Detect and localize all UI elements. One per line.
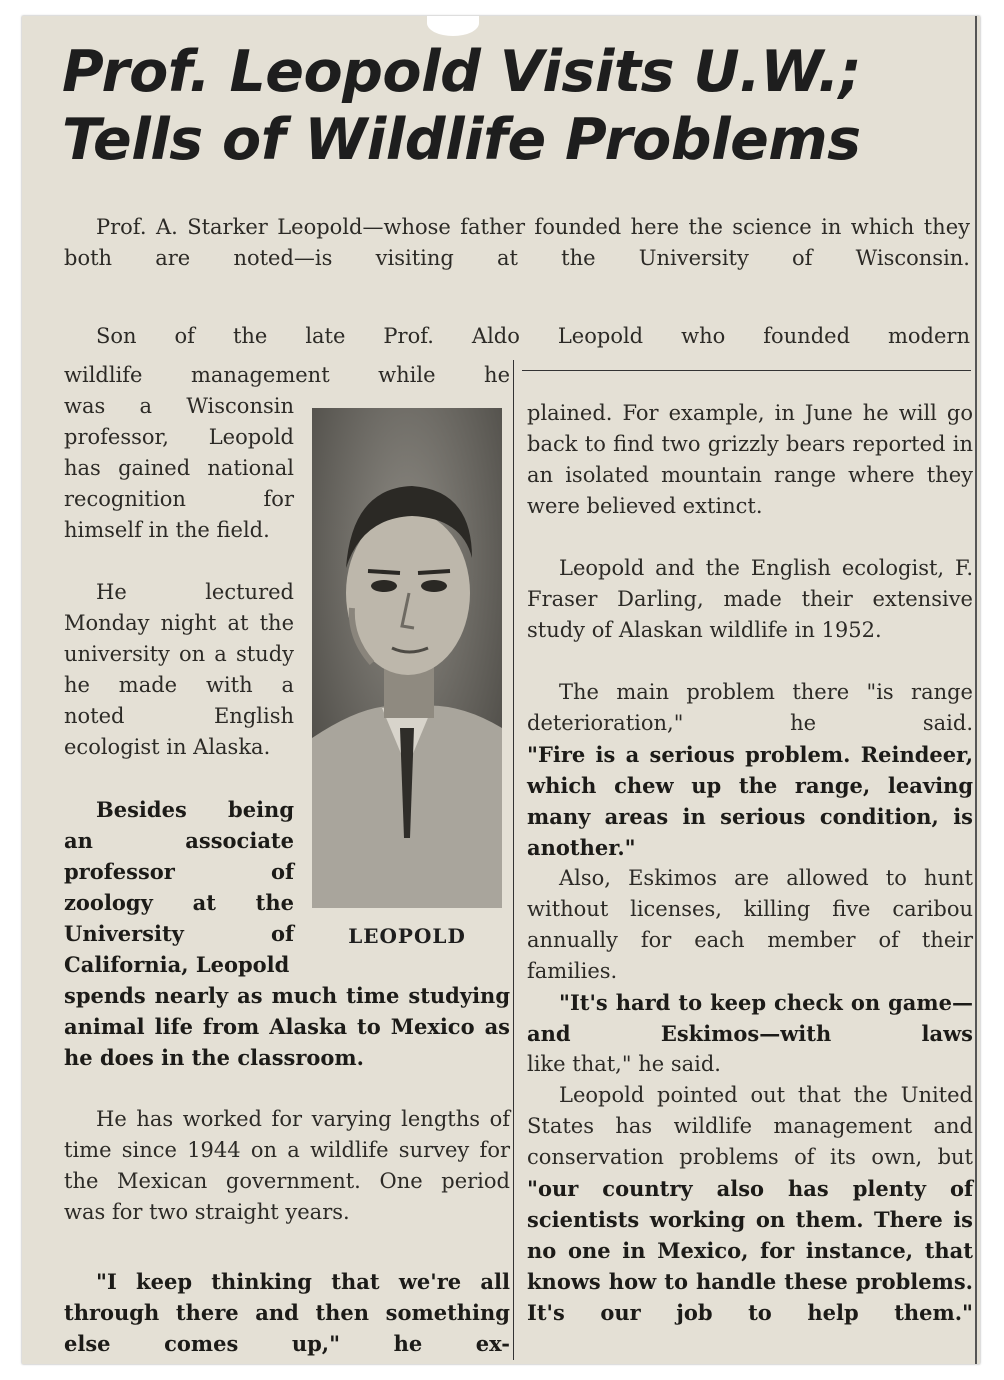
torn-edge: [427, 16, 479, 36]
headline-line-2: Tells of Wildlife Problems: [62, 107, 861, 173]
left-col-paragraph-1: was a Wisconsin professor, Leopold has gained national recognition for himself in the field.: [64, 394, 294, 542]
left-col-line-1: wildlife management while he: [64, 363, 510, 387]
left-col-paragraph-5: "I keep thinking that we're all through there and then something else comes up," he ex-: [64, 1269, 510, 1356]
portrait-illustration: [312, 408, 502, 908]
right-col-paragraph-2: Leopold and the English ecologist, F. Fraser Darling, made their extensive study of Alaskan wildlife in 1952.: [527, 556, 973, 642]
right-col-paragraph-6-quote: "our country also has plenty of scientists working on them. There is no one in Mexico, for instance, that knows how to handle these problems. It's our job to help them.": [527, 1176, 973, 1325]
right-col-paragraph-1: plained. For example, in June he will go back to find two grizzly bears reported in an isolated mountain range where they were believed extinct.: [527, 401, 973, 518]
left-col-paragraph-3b: spends nearly as much time studying animal life from Alaska to Mexico as he does in the classroom.: [64, 983, 510, 1070]
right-col-paragraph-4: Also, Eskimos are allowed to hunt without licenses, killing five caribou annually for each member of their families.: [527, 866, 973, 983]
right-col-paragraph-3-quote: "Fire is a serious problem. Reindeer, which chew up the range, leaving many areas in serious condition, is another.": [527, 742, 973, 860]
column-top-rule: [522, 370, 971, 371]
right-col-paragraph-6: Leopold pointed out that the United States has wildlife management and conservation problems of its own, but: [527, 1083, 973, 1169]
headline: [62, 38, 861, 174]
right-edge-rule: [975, 16, 977, 1364]
photo-caption: LEOPOLD: [348, 924, 466, 948]
right-col-paragraph-5: like that," he said.: [527, 1052, 721, 1076]
left-col-paragraph-4: He has worked for varying lengths of time since 1944 on a wildlife survey for the Mexican government. One period was for two straight years.: [64, 1107, 510, 1224]
right-col-paragraph-3: The main problem there "is range deterioration," he said.: [527, 680, 973, 735]
left-col-paragraph-2: He lectured Monday night at the university on a study he made with a noted English ecologist in Alaska.: [64, 580, 294, 759]
intro-paragraph: Prof. A. Starker Leopold—whose father founded here the science in which they both are noted—is visiting at the University of Wisconsin.: [64, 215, 970, 270]
left-col-paragraph-3a: Besides being an associate professor of zoology at the University of California, Leopold: [64, 797, 294, 977]
right-col-paragraph-5-quote: "It's hard to keep check on game—and Eskimos—with laws: [527, 990, 973, 1046]
portrait-photo: [312, 408, 502, 908]
newspaper-clipping: [22, 16, 980, 1364]
headline-line-1: Prof. Leopold Visits U.W.;: [62, 39, 862, 105]
column-divider: [513, 360, 514, 1360]
son-line: Son of the late Prof. Aldo Leopold who founded modern: [96, 324, 970, 348]
